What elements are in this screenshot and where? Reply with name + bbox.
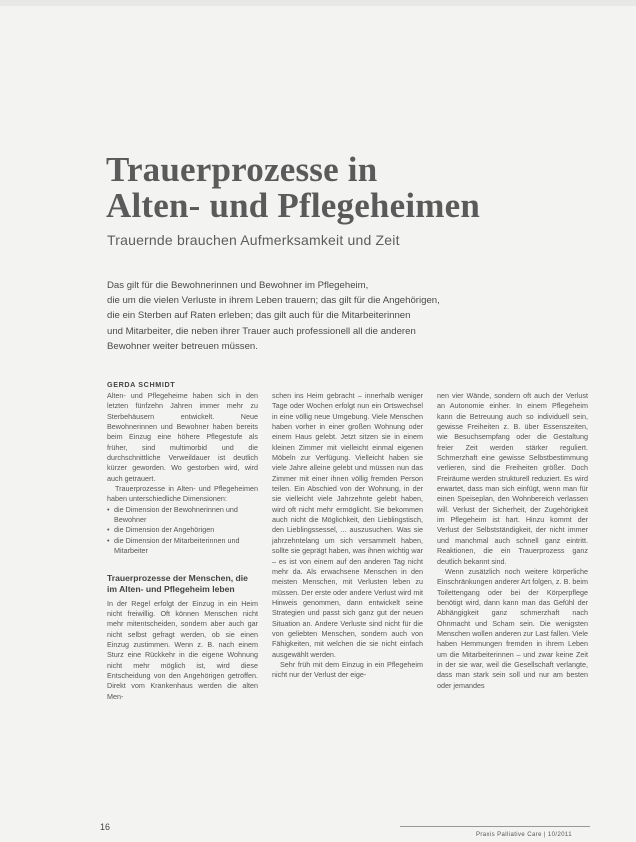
dimension-list xyxy=(107,505,258,557)
list-item: • die Dimension der Mitarbeiterinnen und Mitarbeiter xyxy=(107,536,258,557)
title-line-1: Trauerprozesse in xyxy=(106,150,378,189)
body-column-2 xyxy=(272,391,423,681)
body-paragraph: Trauerprozesse in Alten- und Pflegeheimen haben unterschiedliche Dimensionen: xyxy=(107,484,258,504)
section-heading: Trauerprozesse der Menschen, die im Alten- und Pflegeheim leben xyxy=(107,572,248,594)
list-item: • die Dimension der Bewohnerinnen und Bewohner xyxy=(107,505,258,526)
journal-footer: Praxis Palliative Care | 10/2011 xyxy=(476,832,572,838)
article-title xyxy=(106,152,586,224)
article-subtitle: Trauernde brauchen Aufmerksamkeit und Zeit xyxy=(107,232,400,248)
body-column-1 xyxy=(107,391,258,702)
lead-line: und Mitarbeiter, die neben ihrer Trauer auch professionell all die anderen xyxy=(107,325,416,337)
body-column-3 xyxy=(437,391,588,691)
lead-line: die um die vielen Verluste in ihrem Leben trauern; das gilt für die Angehörigen, xyxy=(107,295,440,307)
lead-line: Bewohner weiter betreuen müssen. xyxy=(107,340,258,352)
body-paragraph: schen ins Heim gebracht – innerhalb weniger Tage oder Wochen erfolgt nun ein Ortswechsel in eine völlig neue Umgebung. Viele Menschen haben vorher in einer großen Wohnung oder einem Haus gelebt. Jetzt sitzen sie in einem kleinen Zimmer mit vielleicht einmal eigenen Möbeln zur Verfügung. Vielleicht haben sie viele Jahre alleine gelebt und müssen nun das Zimmer mit einer ihnen völlig fremden Person teilen. Ein Abschied von der Wohnung, in der sie vielleicht viele Jahrzehnte gelebt haben, wird oft nicht mehr ermöglicht. Sie bekommen auch nicht die Möglichkeit, den Lieblingstisch, den Lieblingssessel, ... auszusuchen. Was sie jahrzehntelang um sich versammelt haben, sollte sie geprägt haben, was ihnen wichtig war – es ist von einem auf den anderen Tag nicht mehr da. Als erwachsene Menschen in den meisten Menschen, mit Verlusten leben zu müssen. Der erste oder andere Verlust wird mit Hinweis genommen, dann entwickelt seine Strategien und passt sich ganz gut der neuen Situation an. Andere Verluste sind nicht für die von geliebten Menschen, sondern auch von Fähigkeiten, mit welchen die sie nicht einfach ausgewählt werden. xyxy=(272,391,423,659)
lead-line: Das gilt für die Bewohnerinnen und Bewohner im Pflegeheim, xyxy=(107,280,369,291)
list-item: • die Dimension der Angehörigen xyxy=(107,525,258,535)
body-paragraph: Alten- und Pflegeheime haben sich in den letzten fünfzehn Jahren immer mehr zu Sterbehäusern entwickelt. Neue Bewohnerinnen und Bewohner haben bereits beim Einzug eine höhere Pflegestufe als früher, sind multimorbid und die durchschnittliche Verweildauer ist deutlich kürzer geworden. Wo gestorben wird, wird auch getrauert. xyxy=(107,391,258,483)
title-line-2: Alten- und Pflegeheimen xyxy=(106,186,481,225)
author-name: GERDA SCHMIDT xyxy=(107,380,176,389)
footer-rule xyxy=(400,826,590,827)
lead-paragraph xyxy=(107,278,577,354)
page-number: 16 xyxy=(100,822,111,832)
body-paragraph: Sehr früh mit dem Einzug in ein Pflegeheim nicht nur der Verlust der eige- xyxy=(272,659,423,680)
lead-line: die ein Sterben auf Raten erleben; das gilt auch für die Mitarbeiterinnen xyxy=(107,310,411,322)
body-paragraph: nen vier Wände, sondern oft auch der Verlust an Autonomie einher. In einem Pflegeheim kann die Betreuung auch so individuell sein, gewisse Freiheiten z. B. über Essenszeiten, wie Besuchsempfang oder die Gestaltung freier Zeit werden stärker reguliert. Schmerzhaft eine gewisse Selbstbestimmung verlieren, sind die Freiheiten größer. Doch Freiräume werden strukturell reduziert. Es wird erwartet, dass man sich einfügt, wenn man für einen Speiseplan, den Wohnbereich verlassen will. Verlust der Sicherheit, der Zugehörigkeit im Pflegeheim ist hart. Hinzu kommt der Verlust der Selbstständigkeit, der nicht immer und manchmal auch schnell ganz eintritt. Reaktionen, die ein Trauerprozess ganz deutlich bekannt sind. xyxy=(437,391,588,566)
body-paragraph: Wenn zusätzlich noch weitere körperliche Einschränkungen anderer Art folgen, z. B. beim Toilettengang oder bei der Körperpflege benötigt wird, dann kann man das Gefühl der Abhängigkeit ganz schmerzhaft nach Ohnmacht und Scham sein. Die wenigsten Menschen wollen anderen zur Last fallen. Viele haben Hemmungen fremden in ihrem Leben um die Mitarbeiterinnen – und zwar keine Zeit in der sie war, weil die Gesellschaft verlangte, dass man stark sein soll und nur am besten oder jemandes xyxy=(437,566,588,690)
page-edge xyxy=(0,0,636,6)
body-paragraph: In der Regel erfolgt der Einzug in ein Heim nicht freiwillig. Oft können Menschen nicht mehr mitentscheiden, sondern aber auch gar nicht selbst gefragt werden, ob sie einen Einzug zustimmen. Wenn z. B. nach einem Sturz eine Rückkehr in die eigene Wohnung nicht mehr möglich ist, wird diese Entscheidung von den Angehörigen getroffen. Direkt vom Krankenhaus werden die alten Men- xyxy=(107,598,258,701)
